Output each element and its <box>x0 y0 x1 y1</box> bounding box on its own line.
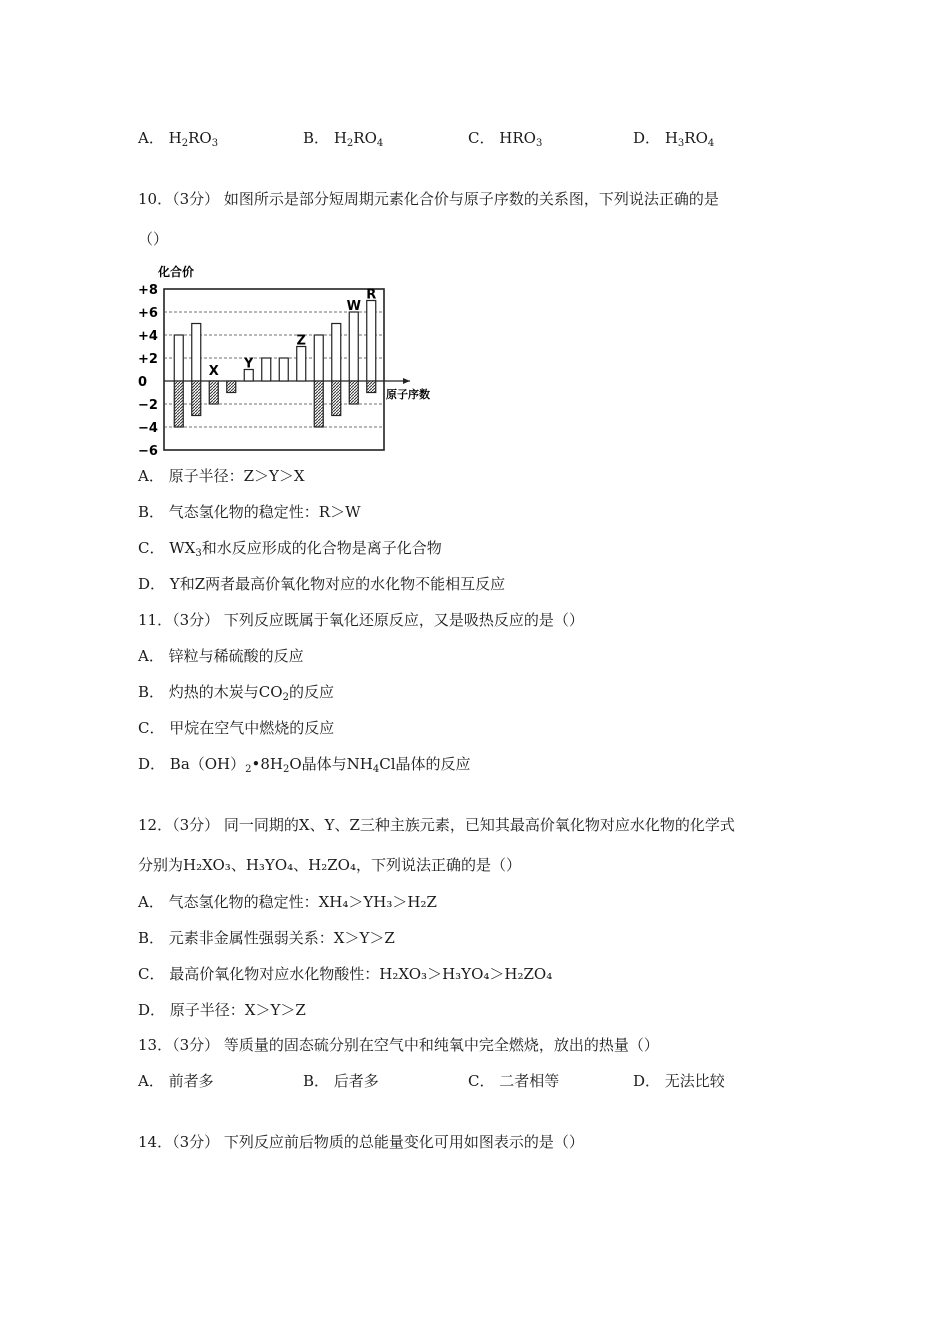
q9-option-a: A． $H_2RO_3$ <box>138 129 219 149</box>
q11-option-a: A． 锌粒与稀硫酸的反应 <box>138 647 304 665</box>
q10-option-a: A． 原子半径：Z＞Y＞X <box>138 467 305 485</box>
q13-option-a: A． 前者多 <box>138 1072 214 1090</box>
chart-ytick-label: +2 <box>138 352 158 367</box>
chart-bar-negative <box>227 381 236 393</box>
q14-stem: 14．（3分） 下列反应前后物质的总能量变化可用如图表示的是（） <box>138 1133 584 1151</box>
chart-ytick-label: −4 <box>138 421 158 436</box>
q9-option-b: B． $H_2RO_4$ <box>303 129 384 149</box>
chart-ytick-label: +6 <box>138 306 158 321</box>
chart-bar-positive <box>297 347 306 382</box>
chart-bar-positive <box>174 335 183 381</box>
q13-option-c: C． 二者相等 <box>468 1072 560 1090</box>
q12-option-d: D． 原子半径：X＞Y＞Z <box>138 1001 306 1019</box>
chart-element-label: Z <box>296 333 306 349</box>
chart-bar-positive <box>349 312 358 381</box>
chart-element-label: X <box>208 364 219 379</box>
chart-bar-positive <box>192 324 201 382</box>
chart-ytick-label: +4 <box>138 329 158 344</box>
q10-stem: 10．（3分） 如图所示是部分短周期元素化合价与原子序数的关系图，下列说法正确的是 <box>138 190 719 208</box>
q12-option-b: B． 元素非金属性强弱关系：X＞Y＞Z <box>138 929 395 947</box>
q10-option-b: B． 气态氢化物的稳定性：R＞W <box>138 503 361 521</box>
chart-bar-negative <box>314 381 323 427</box>
valence-chart <box>138 262 458 457</box>
q11-stem: 11．（3分） 下列反应既属于氧化还原反应，又是吸热反应的是（） <box>138 611 584 629</box>
chart-bar-positive <box>314 335 323 381</box>
q12-option-a: A． 气态氢化物的稳定性：XH₄＞YH₃＞H₂Z <box>138 893 437 911</box>
chart-xlabel: 原子序数 <box>386 388 430 401</box>
chart-bar-negative <box>367 381 376 393</box>
chart-bar-negative <box>349 381 358 404</box>
chart-bar-positive <box>367 301 376 382</box>
chart-element-label: R <box>366 287 377 303</box>
q12-stem-2: 分别为H₂XO₃、H₃YO₄、H₂ZO₄，下列说法正确的是（） <box>138 856 521 874</box>
chart-x-arrow <box>403 378 410 384</box>
chart-element-label: Y <box>244 356 254 372</box>
q13-option-d: D． 无法比较 <box>633 1072 725 1090</box>
q11-option-b: B． 灼热的木炭与$CO_2$的反应 <box>138 683 334 703</box>
chart-ytick-label: −2 <box>138 398 158 413</box>
chart-ytick-label: 0 <box>138 375 148 390</box>
chart-ytick-label: +8 <box>138 283 158 298</box>
q12-option-c: C． 最高价氧化物对应水化物酸性：H₂XO₃＞H₃YO₄＞H₂ZO₄ <box>138 965 553 983</box>
q9-option-c: C． $HRO_3$ <box>468 129 543 149</box>
q13-option-b: B． 后者多 <box>303 1072 379 1090</box>
chart-bar-positive <box>332 324 341 382</box>
chart-bar-negative <box>174 381 183 427</box>
chart-ytick-label: −6 <box>138 444 158 457</box>
q13-stem: 13．（3分） 等质量的固态硫分别在空气中和纯氧中完全燃烧，放出的热量（） <box>138 1036 659 1054</box>
chart-element-label: W <box>346 299 361 314</box>
q12-stem: 12．（3分） 同一同期的X、Y、Z三种主族元素，已知其最高价氧化物对应水化物的化学式 <box>138 816 735 834</box>
q10-option-c: C． $WX_3$和水反应形成的化合物是离子化合物 <box>138 539 442 559</box>
q10-paren: （） <box>138 230 169 248</box>
chart-bar-positive <box>262 358 271 381</box>
chart-ylabel: 化合价 <box>158 265 195 279</box>
chart-bar-negative <box>332 381 341 416</box>
q11-option-c: C． 甲烷在空气中燃烧的反应 <box>138 719 335 737</box>
chart-bar-negative <box>209 381 218 404</box>
q11-option-d: D． $Ba(OH)_2•8H_2O$晶体与$NH_4Cl$晶体的反应 <box>138 755 471 775</box>
q9-option-d: D． $H_3RO_4$ <box>633 129 715 149</box>
chart-bar-negative <box>192 381 201 416</box>
q10-option-d: D． Y和Z两者最高价氧化物对应的水化物不能相互反应 <box>138 575 506 593</box>
chart-bar-positive <box>279 358 288 381</box>
